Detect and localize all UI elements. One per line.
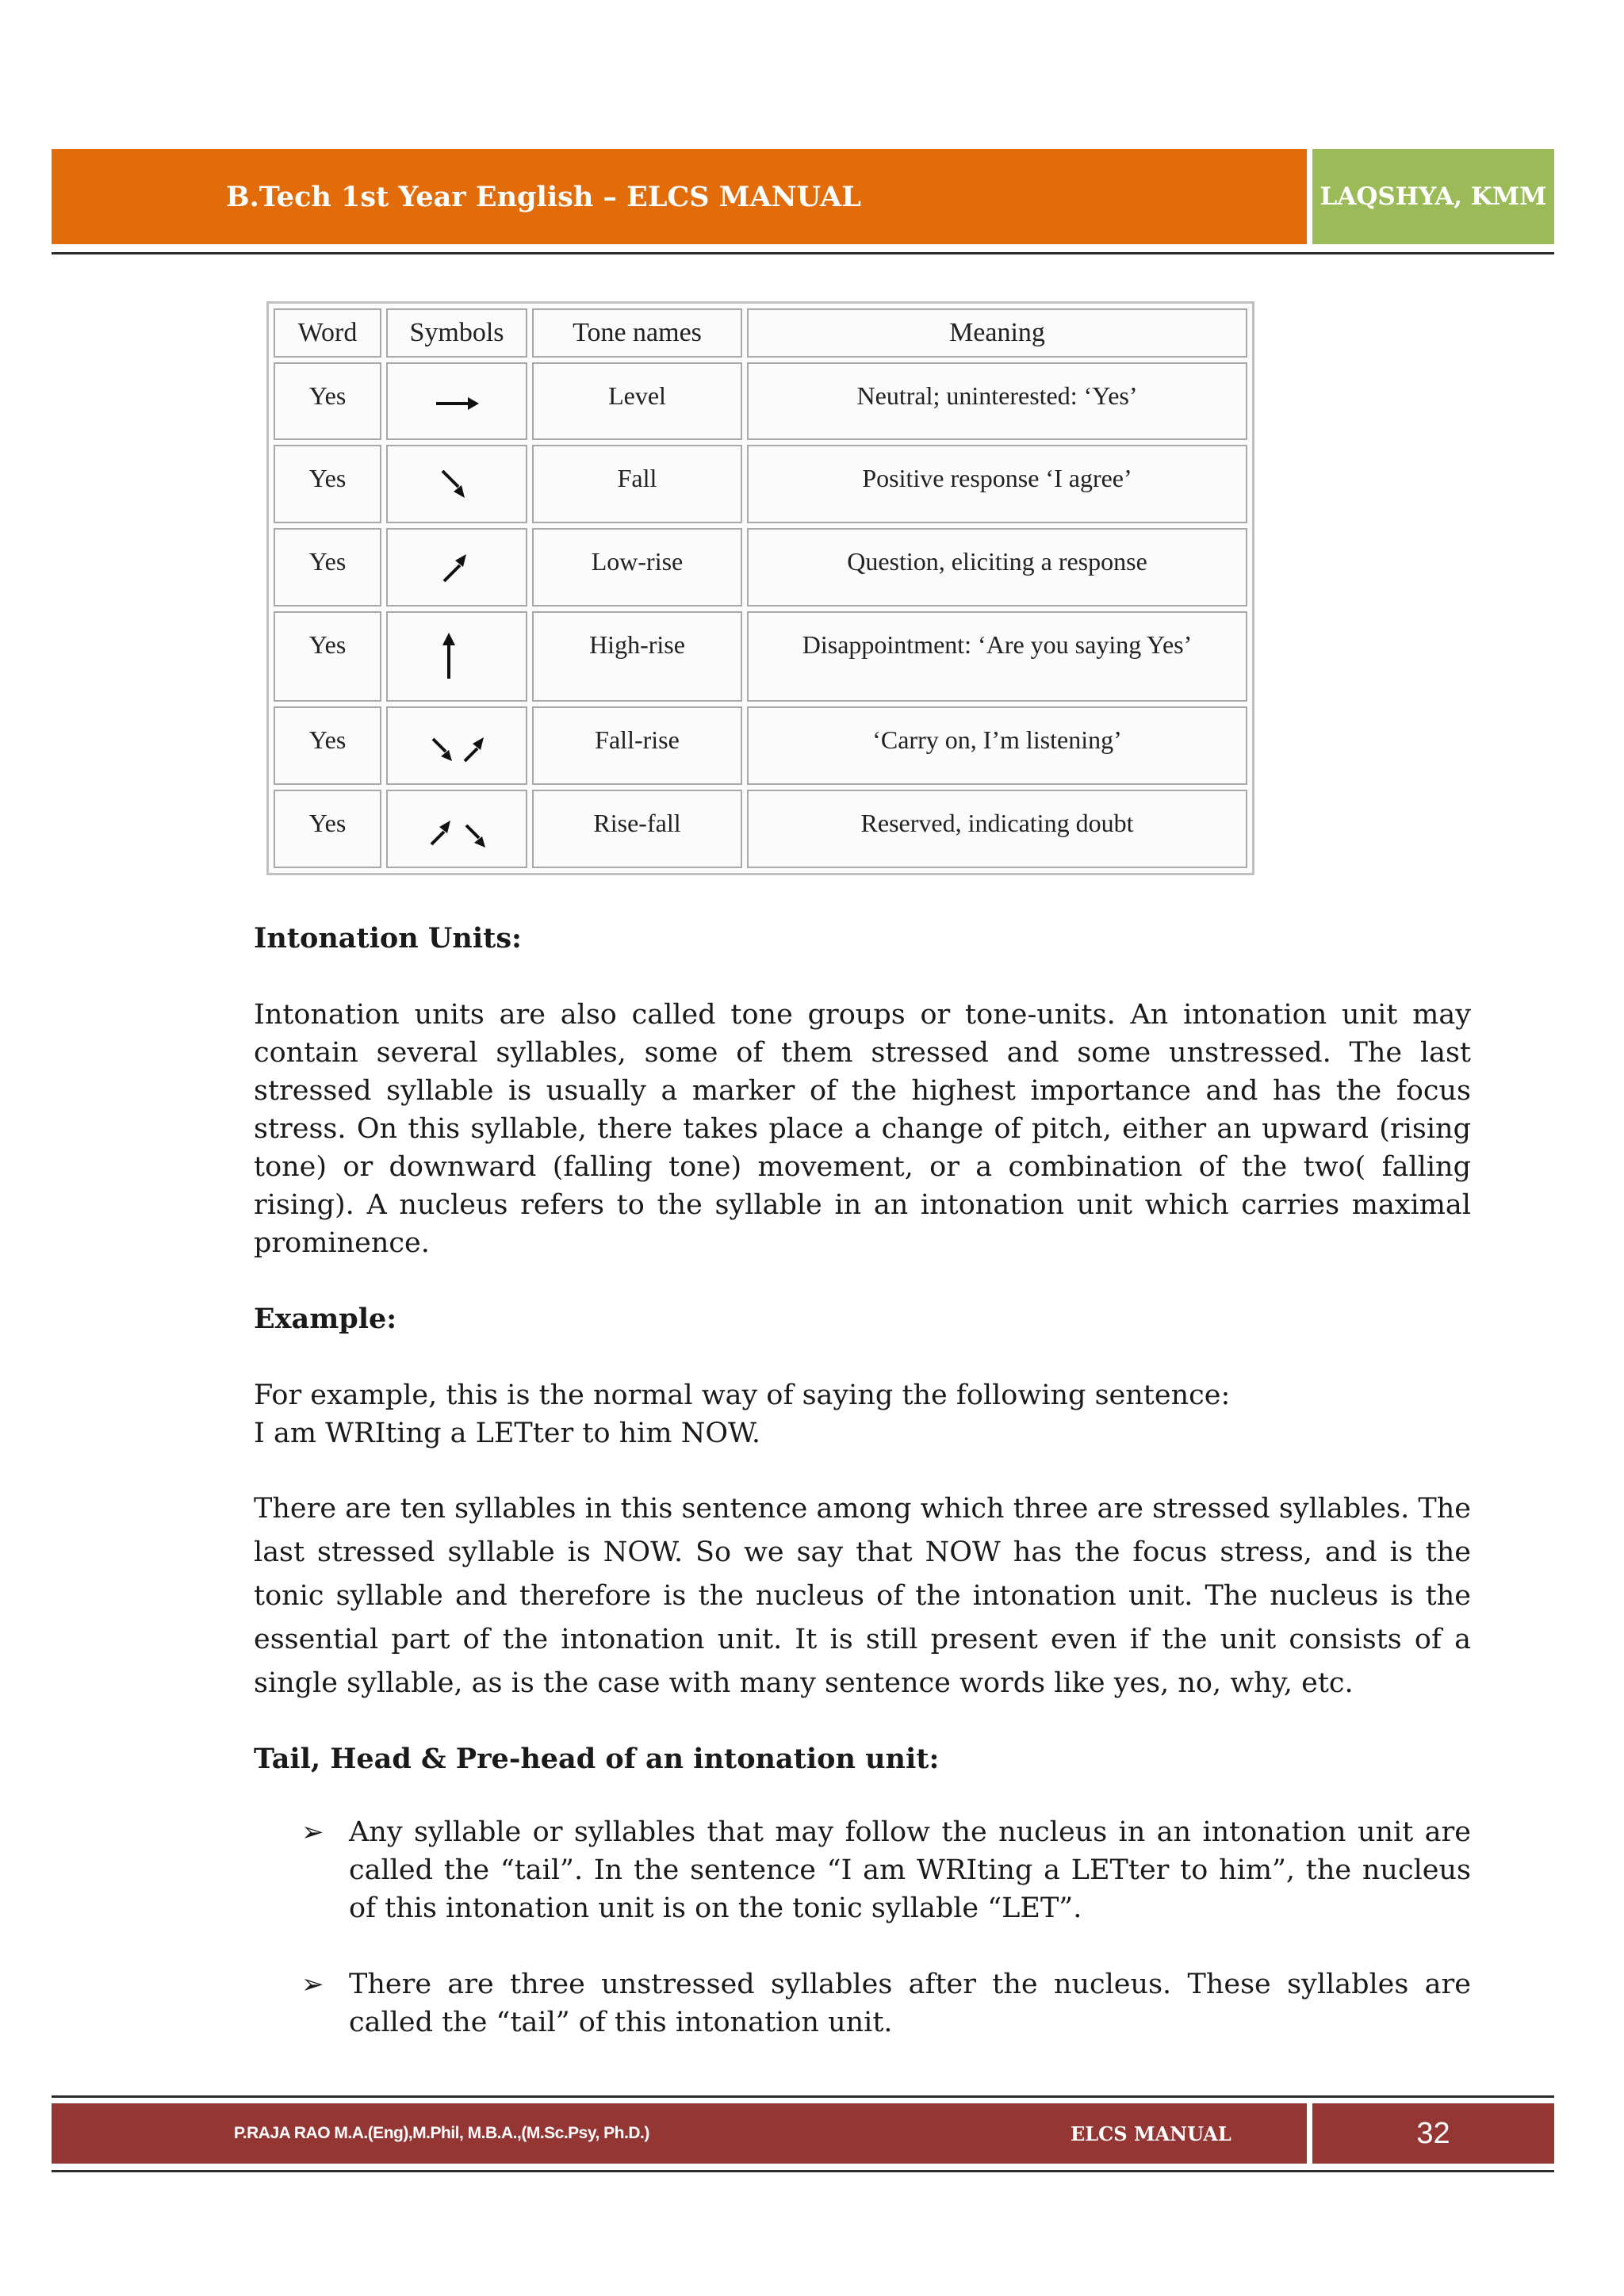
cell-tone: Low-rise [532, 528, 742, 607]
tail-bullet-list [254, 1813, 1471, 2042]
list-item [254, 1965, 1471, 2042]
table-row [274, 790, 1247, 868]
cell-meaning: Neutral; uninterested: ‘Yes’ [747, 362, 1247, 440]
syllables-paragraph: There are ten syllables in this sentence among which three are stressed syllables. The last stressed syllable is NOW. So we say that NOW has the focus stress, and is the tonic syllable and therefore is the nucleus of the intonation unit. The nucleus is the essential part of the intonation unit. It is still present even if the unit consists of a single syllable, as is the case with many sentence words like yes, no, why, etc. [254, 1493, 1471, 1699]
col-header-meaning: Meaning [747, 308, 1247, 358]
table-row [274, 528, 1247, 607]
tail-head-heading: Tail, Head & Pre-head of an intonation unit: [254, 1743, 940, 1775]
footer-author: P.RAJA RAO M.A.(Eng),M.Phil, M.B.A.,(M.Sc.Psy, Ph.D.) [234, 2124, 649, 2142]
cell-word: Yes [274, 706, 381, 785]
example-sentence: I am WRIting a LETter to him NOW. [254, 1418, 760, 1449]
high-rise-arrow-icon [425, 628, 488, 683]
footer-rule-bottom [52, 2170, 1554, 2172]
intonation-units-paragraph: Intonation units are also called tone groups or tone-units. An intonation unit may contain several syllables, some of them stressed and some unstressed. The last stressed syllable is usually a marker of the highest importance and has the focus stress. On this syllable, there takes place a change of pitch, either an upward (rising tone) or downward (falling tone) movement, or a combination of the two( falling rising). A nucleus refers to the syllable in an intonation unit which carries maximal prominence. [254, 999, 1471, 1259]
cell-tone: Rise-fall [532, 790, 742, 868]
page-number: 32 [1416, 2116, 1450, 2150]
list-item [254, 1813, 1471, 1927]
cell-meaning: Question, eliciting a response [747, 528, 1247, 607]
tone-table [269, 304, 1252, 873]
footer-manual-label: ELCS MANUAL [1071, 2122, 1231, 2145]
table-row [274, 445, 1247, 523]
cell-meaning: ‘Carry on, I’m listening’ [747, 706, 1247, 785]
table-header-row [274, 308, 1247, 358]
cell-tone: High-rise [532, 611, 742, 702]
cell-word: Yes [274, 611, 381, 702]
table-row [274, 362, 1247, 440]
low-rise-arrow-icon [425, 543, 488, 591]
cell-meaning: Reserved, indicating doubt [747, 790, 1247, 868]
cell-tone: Fall [532, 445, 742, 523]
tone-table-figure [266, 301, 1254, 875]
header-rule [52, 252, 1554, 254]
bullet-text: There are three unstressed syllables after the nucleus. These syllables are called the “tail” of this intonation unit. [349, 1969, 1471, 2038]
header-bar [52, 149, 1307, 244]
header-title: B.Tech 1st Year English – ELCS MANUAL [226, 180, 861, 213]
table-row [274, 611, 1247, 702]
rise-fall-arrows-icon [401, 805, 512, 852]
col-header-symbols: Symbols [386, 308, 527, 358]
header-right-box [1312, 149, 1554, 244]
cell-word: Yes [274, 790, 381, 868]
cell-word: Yes [274, 445, 381, 523]
fall-arrow-icon [425, 460, 488, 507]
fall-rise-arrows-icon [401, 721, 512, 769]
col-header-word: Word [274, 308, 381, 358]
page-body [254, 920, 1471, 2042]
intonation-units-heading: Intonation Units: [254, 922, 522, 955]
table-row [274, 706, 1247, 785]
example-line-1: For example, this is the normal way of saying the following sentence: [254, 1380, 1231, 1411]
cell-meaning: Positive response ‘I agree’ [747, 445, 1247, 523]
bullet-text: Any syllable or syllables that may follow the nucleus in an intonation unit are called the “tail”. In the sentence “I am WRIting a LETter to him”, the nucleus of this intonation unit is on the tonic syllable “LET”. [349, 1816, 1471, 1924]
cell-tone: Level [532, 362, 742, 440]
footer-bar [52, 2103, 1307, 2164]
col-header-tone-names: Tone names [532, 308, 742, 358]
cell-meaning: Disappointment: ‘Are you saying Yes’ [747, 611, 1247, 702]
arrow-bullet-icon: ➢ [301, 1969, 324, 2000]
footer-page-box [1312, 2103, 1554, 2164]
level-arrow-icon [425, 385, 488, 416]
cell-tone: Fall-rise [532, 706, 742, 785]
example-heading: Example: [254, 1303, 397, 1335]
cell-word: Yes [274, 362, 381, 440]
cell-word: Yes [274, 528, 381, 607]
arrow-bullet-icon: ➢ [301, 1816, 324, 1848]
header-right-label: LAQSHYA, KMM [1320, 182, 1547, 211]
footer-rule-top [52, 2095, 1554, 2098]
